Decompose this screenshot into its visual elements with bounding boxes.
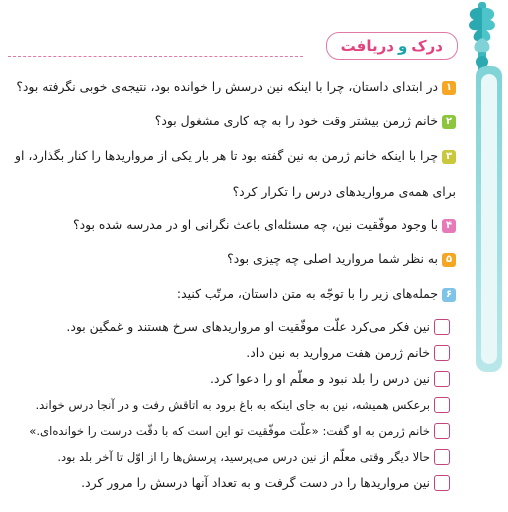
plant-decoration-icon	[460, 2, 504, 74]
question-3	[6, 147, 456, 165]
question-number: ۵	[442, 253, 456, 267]
order-item-2: خانم ژرمن هفت مروارید به نین داد.	[246, 345, 430, 360]
question-text: در ابتدای داستان، چرا با اینکه نین درسش را خوانده بود، نتیجه‌ی خوبی نگرفته بود؟	[16, 79, 438, 94]
order-checkbox-7[interactable]	[434, 475, 450, 491]
title-conj: و	[397, 37, 408, 55]
side-decorative-strip	[476, 66, 502, 372]
question-number: ۶	[442, 288, 456, 302]
question-text: خانم ژرمن بیشتر وقت خود را به چه کاری مشغول بود؟	[154, 113, 438, 128]
question-number: ۱	[442, 81, 456, 95]
order-item-7: نین مرواریدها را در دست گرفت و به تعداد آنها درسش را مرور کرد.	[81, 475, 430, 490]
question-number: ۳	[442, 150, 456, 164]
order-checkbox-2[interactable]	[434, 345, 450, 361]
side-strip-inner	[481, 74, 497, 364]
question-text: چرا با اینکه خانم ژرمن به نین گفته بود تا هر بار یکی از مرواریدها را کنار بگذارد، او	[15, 148, 438, 163]
title-divider	[8, 56, 303, 57]
question-1	[6, 78, 456, 96]
order-item-1: نین فکر می‌کرد علّت موفّقیت او مرواریدهای سرخ هستند و غمگین بود.	[66, 319, 430, 334]
question-3-continued	[6, 183, 456, 201]
question-text: با وجود موفّقیت نین، چه مسئله‌ای باعث نگرانی او در مدرسه شده بود؟	[73, 217, 438, 232]
question-4	[6, 216, 456, 234]
question-text: به نظر شما مروارید اصلی چه چیزی بود؟	[227, 251, 438, 266]
order-checkbox-1[interactable]	[434, 319, 450, 335]
question-6	[6, 285, 456, 303]
order-item-5: خانم ژرمن به او گفت: «علّت موفّقیت تو این است که با دقّت درست را خوانده‌ای.»	[29, 424, 430, 438]
order-item-6: حالا دیگر وقتی معلّم از نین درس می‌پرسید، پرسش‌ها را از اوّل تا آخر بلد بود.	[57, 450, 430, 464]
order-checkbox-4[interactable]	[434, 397, 450, 413]
section-title	[326, 32, 458, 60]
title-part2: دریافت	[340, 37, 394, 55]
title-part1: درک	[411, 37, 443, 55]
order-checkbox-6[interactable]	[434, 449, 450, 465]
question-5	[6, 250, 456, 268]
order-item-3: نین درس را بلد نبود و معلّم او را دعوا کرد.	[210, 371, 430, 386]
question-number: ۲	[442, 115, 456, 129]
question-number: ۴	[442, 219, 456, 233]
order-checkbox-3[interactable]	[434, 371, 450, 387]
question-2	[6, 112, 456, 130]
question-text-cont: برای همه‌ی مرواریدهای درس را تکرار کرد؟	[232, 184, 456, 199]
order-checkbox-5[interactable]	[434, 423, 450, 439]
order-item-4: برعکس همیشه، نین به جای اینکه به باغ برود به اتاقش رفت و در آنجا درس خواند.	[35, 398, 430, 412]
question-text: جمله‌های زیر را با توجّه به متن داستان، مرتّب کنید:	[176, 286, 438, 301]
